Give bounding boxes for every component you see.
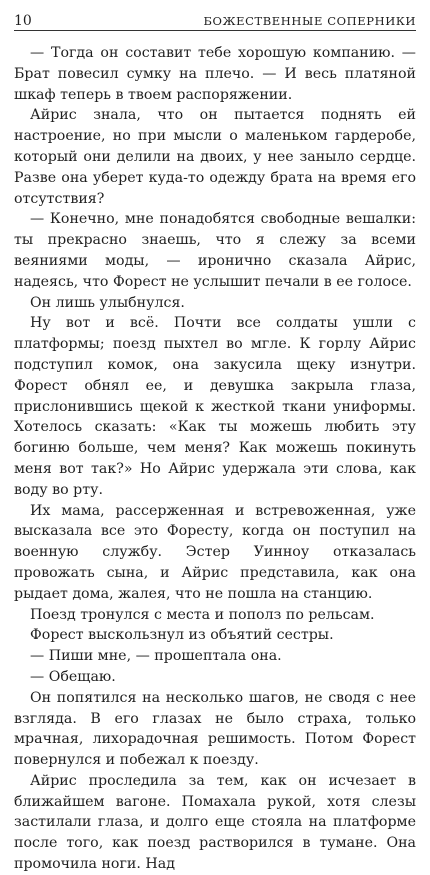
paragraph: — Пиши мне, — прошептала она.: [30, 648, 282, 665]
paragraph: Ну вот и всё. Почти все солдаты ушли с платформы; поезд пыхтел во мгле. К горлу Айрис подступил комок, она закусила щеку изнутри. Форест обнял ее, и девушка закрыла глаза, прислонившись щекой к жесткой ткани униформы. Хотелось сказать: «Как ты можешь любить эту богиню больше, чем меня? Как можешь покинуть меня вот так?» Но Айрис удержала эти слова, как воду во рту.: [14, 315, 416, 498]
paragraph: Айрис знала, что он пытается поднять ей настроение, но при мысли о маленьком гардеробе, который они делили на двоих, у нее заныло сердце. Разве она уберет куда-то одежду брата на время его отсутствия?: [14, 107, 416, 207]
paragraph: Форест выскользнул из объятий сестры.: [30, 627, 334, 644]
paragraph: Их мама, рассерженная и встревоженная, уже высказала все это Форесту, когда он поступил на военную службу. Эстер Уинноу отказалась провожать сына, и Айрис представила, как она рыдает дома, жалея, что не пошла на станцию.: [14, 502, 416, 602]
paragraph: Он попятился на несколько шагов, не сводя с нее взгляда. В его глазах не было страха, только мрачная, лихорадочная решимость. Потом Форест повернулся и побежал к поезду.: [14, 689, 416, 769]
paragraph: — Конечно, мне понадобятся свободные вешалки: ты прекрасно знаешь, что я слежу за всеми веяниями моды, — иронично сказала Айрис, надеясь, что Форест не услышит печали в ее голосе.: [14, 211, 416, 290]
page-number: 10: [14, 13, 32, 29]
paragraph: Айрис проследила за тем, как он исчезает в ближайшем вагоне. Помахала рукой, хотя слезы застилали глаза, и долго еще стояла на платформе после того, как поезд растворился в тумане. Она промочила ноги. Над: [14, 772, 416, 873]
running-title: БОЖЕСТВЕННЫЕ СОПЕРНИКИ: [203, 14, 416, 28]
body-text: [14, 43, 416, 875]
paragraph: Поезд тронулся с места и пополз по рельсам.: [30, 606, 375, 623]
paragraph: Он лишь улыбнулся.: [30, 294, 185, 311]
book-page: [14, 8, 416, 873]
paragraph: — Тогда он составит тебе хорошую компанию. — Брат повесил сумку на плечо. — И весь платяной шкаф теперь в твоем распоряжении.: [14, 45, 416, 103]
page-header: [14, 8, 416, 31]
paragraph: — Обещаю.: [30, 668, 116, 685]
